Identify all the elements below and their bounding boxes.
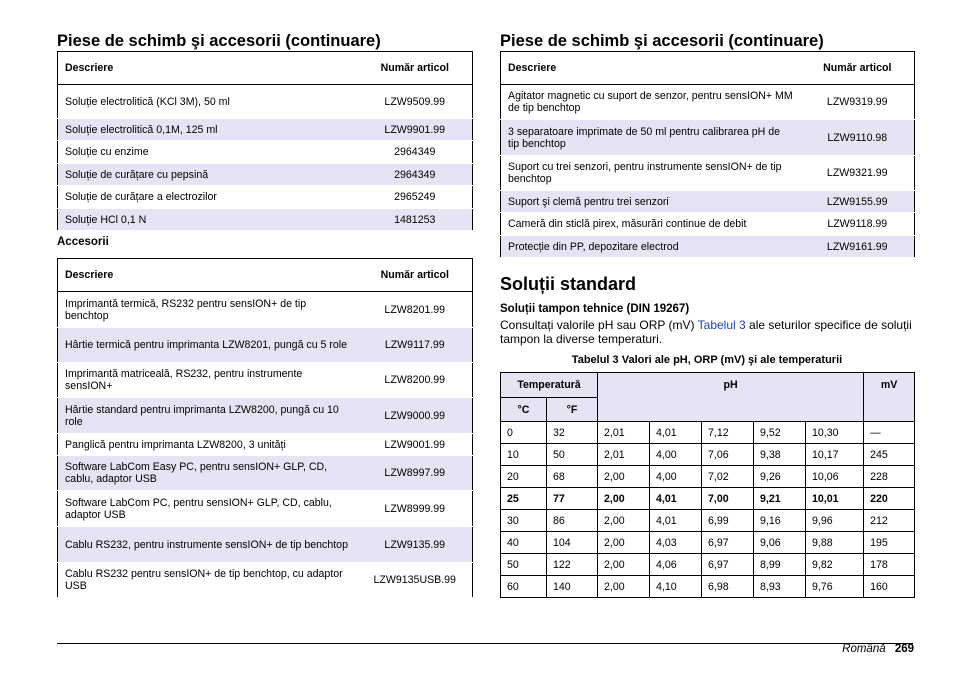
table-cell: 4,00 bbox=[650, 466, 702, 488]
table-row bbox=[501, 85, 915, 120]
right-heading: Piese de schimb şi accesorii (continuare) bbox=[500, 32, 824, 50]
cell-article-number: LZW9509.99 bbox=[358, 85, 473, 119]
table-row bbox=[58, 434, 473, 456]
section-title: Soluții standard bbox=[500, 274, 637, 294]
table-cell: 2,01 bbox=[598, 422, 650, 444]
table-row bbox=[58, 456, 473, 491]
cell-description: Soluție HCl 0,1 N bbox=[58, 209, 358, 231]
cell-article-number: 2965249 bbox=[358, 186, 473, 209]
left-heading: Piese de schimb şi accesorii (continuare) bbox=[57, 32, 381, 50]
cell-description: Soluție electrolitică (KCl 3M), 50 ml bbox=[58, 85, 358, 119]
cell-article-number: 2964349 bbox=[358, 164, 473, 186]
column-header-article-number: Număr articol bbox=[358, 259, 473, 292]
cell-description: Cablu RS232 pentru sensION+ de tip benchtop, cu adaptor USB bbox=[58, 563, 358, 598]
table-cell: 220 bbox=[864, 488, 915, 510]
table-row bbox=[58, 527, 473, 563]
table-cell: 4,00 bbox=[650, 444, 702, 466]
table-row bbox=[501, 422, 915, 444]
table-cell: 4,01 bbox=[650, 422, 702, 444]
table-cell: 9,21 bbox=[754, 488, 806, 510]
table-cell: 2,00 bbox=[598, 510, 650, 532]
table-cell: 6,98 bbox=[702, 576, 754, 598]
intro-paragraph bbox=[500, 318, 914, 346]
column-header-description: Descriere bbox=[501, 52, 801, 85]
table-row bbox=[501, 466, 915, 488]
cell-description: Cablu RS232, pentru instrumente sensION+ de tip benchtop bbox=[58, 527, 358, 563]
table-cell: 212 bbox=[864, 510, 915, 532]
table-row bbox=[501, 554, 915, 576]
table-cell: 4,10 bbox=[650, 576, 702, 598]
cell-article-number: LZW8999.99 bbox=[358, 491, 473, 527]
table-row bbox=[501, 488, 915, 510]
table-row bbox=[58, 85, 473, 119]
buffer-values-table bbox=[500, 372, 915, 598]
table-row bbox=[58, 563, 473, 598]
table-row bbox=[58, 164, 473, 186]
cell-article-number: LZW9155.99 bbox=[801, 191, 915, 213]
table-cell: 25 bbox=[501, 488, 547, 510]
footer bbox=[842, 643, 914, 655]
cell-article-number: LZW9000.99 bbox=[358, 398, 473, 434]
header-mv: mV bbox=[864, 373, 915, 422]
cell-description: Hârtie termică pentru imprimanta LZW8201, pungă cu 5 role bbox=[58, 328, 358, 363]
cell-description: Soluție electrolitică 0,1M, 125 ml bbox=[58, 119, 358, 141]
table-cell: 9,82 bbox=[806, 554, 864, 576]
column-header-description: Descriere bbox=[58, 52, 358, 85]
table-row bbox=[501, 532, 915, 554]
cell-description: Imprimantă termică, RS232 pentru sensION+ de tip benchtop bbox=[58, 292, 358, 328]
table-cell: 10 bbox=[501, 444, 547, 466]
table-cell: 68 bbox=[547, 466, 598, 488]
table-cell: 4,01 bbox=[650, 510, 702, 532]
table-cell: 7,06 bbox=[702, 444, 754, 466]
cell-description: Software LabCom Easy PC, pentru sensION+ GLP, CD, cablu, adaptor USB bbox=[58, 456, 358, 491]
table-cell: 178 bbox=[864, 554, 915, 576]
accesorii-title: Accesorii bbox=[57, 236, 109, 248]
table-cell: — bbox=[864, 422, 915, 444]
cell-article-number: LZW9110.98 bbox=[801, 120, 915, 156]
spare-parts-table-right bbox=[500, 51, 915, 258]
table-row bbox=[58, 398, 473, 434]
paragraph-text: ale seturilor specifice de soluții tampon la diverse temperaturi. bbox=[500, 318, 912, 346]
cell-description: Soluție de curățare a electrozilor bbox=[58, 186, 358, 209]
cell-description: Agitator magnetic cu suport de senzor, pentru sensION+ MM de tip benchtop bbox=[501, 85, 801, 120]
table-cell: 10,06 bbox=[806, 466, 864, 488]
cell-description: 3 separatoare imprimate de 50 ml pentru calibrarea pH de tip benchtop bbox=[501, 120, 801, 156]
cell-article-number: LZW9319.99 bbox=[801, 85, 915, 120]
table-cell: 86 bbox=[547, 510, 598, 532]
table-caption: Tabelul 3 Valori ale pH, ORP (mV) şi ale temperaturii bbox=[571, 354, 843, 366]
table-cell: 6,99 bbox=[702, 510, 754, 532]
column-header-description: Descriere bbox=[58, 259, 358, 292]
table-cell: 0 bbox=[501, 422, 547, 444]
table-cell: 2,00 bbox=[598, 466, 650, 488]
cell-article-number: LZW8201.99 bbox=[358, 292, 473, 328]
cell-description: Suport şi clemă pentru trei senzori bbox=[501, 191, 801, 213]
table-row bbox=[58, 328, 473, 363]
table-cell: 195 bbox=[864, 532, 915, 554]
cell-article-number: LZW9118.99 bbox=[801, 213, 915, 236]
cell-article-number: LZW9001.99 bbox=[358, 434, 473, 456]
table-cell: 140 bbox=[547, 576, 598, 598]
table-row bbox=[58, 292, 473, 328]
cell-article-number: LZW9161.99 bbox=[801, 236, 915, 258]
table-row bbox=[501, 444, 915, 466]
footer-language: Română bbox=[842, 643, 886, 655]
cell-article-number: 1481253 bbox=[358, 209, 473, 231]
table-cell: 104 bbox=[547, 532, 598, 554]
cell-description: Hârtie standard pentru imprimanta LZW8200, pungă cu 10 role bbox=[58, 398, 358, 434]
accessories-table bbox=[57, 258, 473, 598]
table-cell: 4,01 bbox=[650, 488, 702, 510]
column-header-article-number: Număr articol bbox=[801, 52, 915, 85]
cell-article-number: LZW9135USB.99 bbox=[358, 563, 473, 598]
table-cell: 6,97 bbox=[702, 532, 754, 554]
table-row bbox=[501, 510, 915, 532]
cell-article-number: LZW9321.99 bbox=[801, 156, 915, 191]
cell-article-number: LZW8997.99 bbox=[358, 456, 473, 491]
table-cell: 9,96 bbox=[806, 510, 864, 532]
table-cell: 9,88 bbox=[806, 532, 864, 554]
cell-description: Panglică pentru imprimanta LZW8200, 3 unități bbox=[58, 434, 358, 456]
cell-description: Soluție de curățare cu pepsină bbox=[58, 164, 358, 186]
table-cell: 2,00 bbox=[598, 488, 650, 510]
table-cell: 9,38 bbox=[754, 444, 806, 466]
cell-description: Soluție cu enzime bbox=[58, 141, 358, 164]
table-cell: 2,00 bbox=[598, 532, 650, 554]
table-row bbox=[501, 120, 915, 156]
table-cell: 10,17 bbox=[806, 444, 864, 466]
table-row bbox=[58, 186, 473, 209]
cell-article-number: LZW9117.99 bbox=[358, 328, 473, 363]
table-cell: 9,26 bbox=[754, 466, 806, 488]
table-reference-link[interactable]: Tabelul 3 bbox=[697, 318, 746, 332]
table-cell: 30 bbox=[501, 510, 547, 532]
header-ph: pH bbox=[598, 373, 864, 422]
cell-description: Cameră din sticlă pirex, măsurări continue de debit bbox=[501, 213, 801, 236]
table-cell: 50 bbox=[501, 554, 547, 576]
table-row bbox=[501, 236, 915, 258]
table-cell: 160 bbox=[864, 576, 915, 598]
table-cell: 2,01 bbox=[598, 444, 650, 466]
table-cell: 77 bbox=[547, 488, 598, 510]
column-header-article-number: Număr articol bbox=[358, 52, 473, 85]
table-row bbox=[58, 141, 473, 164]
table-cell: 6,97 bbox=[702, 554, 754, 576]
table-cell: 228 bbox=[864, 466, 915, 488]
table-cell: 40 bbox=[501, 532, 547, 554]
table-cell: 4,06 bbox=[650, 554, 702, 576]
table-cell: 9,76 bbox=[806, 576, 864, 598]
table-cell: 9,06 bbox=[754, 532, 806, 554]
table-cell: 4,03 bbox=[650, 532, 702, 554]
table-row bbox=[501, 576, 915, 598]
cell-article-number: 2964349 bbox=[358, 141, 473, 164]
table-cell: 2,00 bbox=[598, 554, 650, 576]
table-row bbox=[58, 119, 473, 141]
header-celsius: °C bbox=[501, 398, 547, 422]
table-row bbox=[58, 209, 473, 231]
cell-description: Protecție din PP, depozitare electrod bbox=[501, 236, 801, 258]
table-row bbox=[501, 156, 915, 191]
cell-description: Suport cu trei senzori, pentru instrumente sensION+ de tip benchtop bbox=[501, 156, 801, 191]
cell-article-number: LZW9135.99 bbox=[358, 527, 473, 563]
table-cell: 9,52 bbox=[754, 422, 806, 444]
table-cell: 10,30 bbox=[806, 422, 864, 444]
cell-article-number: LZW9901.99 bbox=[358, 119, 473, 141]
page-number: 269 bbox=[894, 643, 914, 655]
table-cell: 8,93 bbox=[754, 576, 806, 598]
table-cell: 8,99 bbox=[754, 554, 806, 576]
table-cell: 9,16 bbox=[754, 510, 806, 532]
table-cell: 245 bbox=[864, 444, 915, 466]
table-cell: 60 bbox=[501, 576, 547, 598]
table-cell: 2,00 bbox=[598, 576, 650, 598]
spare-parts-table-left bbox=[57, 51, 473, 231]
cell-description: Software LabCom PC, pentru sensION+ GLP, CD, cablu, adaptor USB bbox=[58, 491, 358, 527]
table-cell: 50 bbox=[547, 444, 598, 466]
table-cell: 10,01 bbox=[806, 488, 864, 510]
table-cell: 7,12 bbox=[702, 422, 754, 444]
table-row bbox=[58, 363, 473, 398]
cell-description: Imprimantă matriceală, RS232, pentru instrumente sensION+ bbox=[58, 363, 358, 398]
header-fahrenheit: °F bbox=[547, 398, 598, 422]
subsection-title: Soluții tampon tehnice (DIN 19267) bbox=[500, 303, 690, 315]
table-cell: 7,02 bbox=[702, 466, 754, 488]
table-row bbox=[58, 491, 473, 527]
cell-article-number: LZW8200.99 bbox=[358, 363, 473, 398]
table-cell: 122 bbox=[547, 554, 598, 576]
table-cell: 20 bbox=[501, 466, 547, 488]
header-temperature: Temperatură bbox=[501, 373, 598, 398]
table-row bbox=[501, 213, 915, 236]
table-cell: 7,00 bbox=[702, 488, 754, 510]
table-row bbox=[501, 191, 915, 213]
footer-divider bbox=[57, 643, 913, 644]
paragraph-text: Consultați valorile pH sau ORP (mV) bbox=[500, 318, 698, 332]
table-cell: 32 bbox=[547, 422, 598, 444]
